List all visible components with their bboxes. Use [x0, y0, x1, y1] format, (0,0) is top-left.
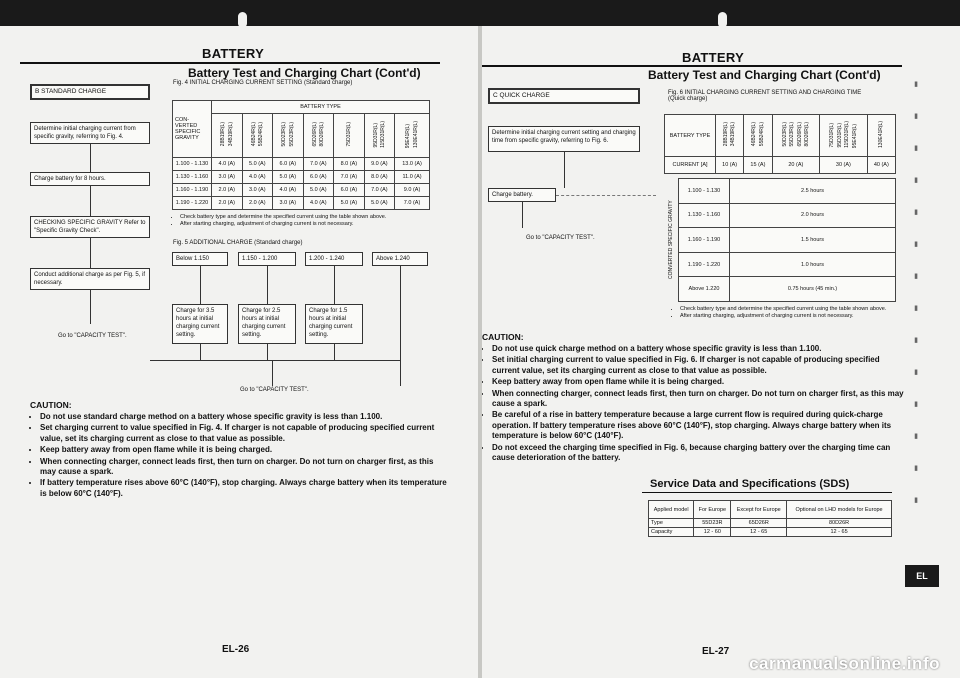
caution-item: • Keep battery away from open flame while it is being charged. [492, 377, 904, 387]
caution-item: • Keep battery away from open flame while it is being charged. [40, 445, 450, 455]
fig6-time: 1.0 hours [730, 252, 896, 277]
caution-item: • When connecting charger, connect leads first, then turn on charger. Do not turn on charger first, as this may cause a spark. [492, 389, 904, 410]
fig5-range-above-1240: Above 1.240 [372, 252, 428, 266]
fig4-cell: 8.0 (A) [334, 158, 365, 171]
flow-connector-dashed [556, 195, 656, 196]
fig4-cell: 9.0 (A) [395, 184, 430, 197]
caution-title: CAUTION: [30, 400, 72, 410]
fig6-note: • After starting charging, adjustment of charging current is not necessary. [680, 313, 906, 320]
flow-connector [200, 344, 201, 360]
fig4-cell: 5.0 (A) [303, 184, 334, 197]
caution-item: • Be careful of a rise in battery temperature because a large current flow is required during quick-charge operation. If battery temperature rises above 60°C (140°F), stop charging. Always charge battery when its temperature is below 60°C (140°F). [492, 410, 904, 441]
watermark: carmanualsonline.info [749, 654, 940, 673]
fig5-goto-capacity-test: Go to "CAPACITY TEST". [240, 387, 309, 393]
fig4-corner-cell: CON-VERTED SPECIFIC GRAVITY [173, 101, 212, 158]
flow-goto-capacity-test: Go to "CAPACITY TEST". [526, 235, 595, 241]
fig4-cell: 13.0 (A) [395, 158, 430, 171]
flow-step-additional-charge: Conduct additional charge as per Fig. 5, if necessary. [30, 268, 150, 290]
fig4-type: 95E41R(L) [405, 123, 412, 148]
fig4-type: 50D23R(L) [281, 122, 288, 147]
fig6-type: 115D31R(L) [844, 121, 851, 148]
sds-cell: 12 - 65 [787, 528, 892, 537]
flow-step-determine-current-time: Determine initial charging current setting and charging time from specific gravity, referring to Fig. 6. [488, 126, 640, 152]
fig4-cell: 8.0 (A) [364, 171, 395, 184]
fig4-cell: 6.0 (A) [334, 184, 365, 197]
fig6-time: 2.0 hours [730, 203, 896, 228]
fig4-battery-type-header: BATTERY TYPE [212, 101, 430, 114]
fig4-cell: 5.0 (A) [364, 197, 395, 210]
fig6-time: 0.75 hours (45 min.) [730, 277, 896, 302]
fig6-type: 75D31R(L) [829, 123, 836, 148]
header-rule [20, 62, 440, 64]
flow-connector [564, 152, 565, 188]
fig6-current: 15 (A) [744, 157, 772, 174]
flow-connector [200, 266, 201, 304]
fig6-sg: 1.130 - 1.160 [679, 203, 730, 228]
fig6-type: 46B24R(L) [751, 122, 758, 147]
fig6-table-head [664, 114, 896, 174]
sds-cell: 12 - 60 [694, 528, 731, 537]
fig5-caption: Fig. 5 ADDITIONAL CHARGE (Standard charge) [173, 240, 303, 246]
fig4-type: 115D31R(L) [380, 121, 387, 148]
caution-item: • When connecting charger, connect leads first, then turn on charger. Do not turn on charger first, as this may cause a spark. [40, 457, 450, 478]
fig6-current: 20 (A) [772, 157, 820, 174]
fig6-current: 30 (A) [820, 157, 868, 174]
flow-title-quick-charge: C QUICK CHARGE [488, 88, 640, 104]
page-number: EL-27 [702, 646, 730, 657]
fig6-type: 55B24R(L) [758, 122, 765, 147]
fig4-cell: 11.0 (A) [395, 171, 430, 184]
fig4-cell: 6.0 (A) [273, 158, 304, 171]
fig4-cell: 5.0 (A) [334, 197, 365, 210]
caution-item: • Set charging current to value specified in Fig. 4. If charger is not capable of producing specified current value, set its charging current as close to that value as possible. [40, 423, 450, 444]
page-number: EL-26 [222, 644, 250, 655]
sds-cell: 80D26R [787, 519, 892, 528]
fig4-cell: 4.0 (A) [242, 171, 273, 184]
fig6-type: 80D26R(L) [804, 122, 811, 147]
caution-item: • If battery temperature rises above 60°C (140°F), stop charging. Always charge battery when its temperature is below 60°C (140°F). [40, 478, 450, 499]
caution-list [482, 344, 904, 464]
fig5-range-below-1150: Below 1.150 [172, 252, 228, 266]
flow-title-standard-charge: B STANDARD CHARGE [30, 84, 150, 100]
fig4-sg: 1.130 - 1.160 [173, 171, 212, 184]
fig4-type: 34B19R(L) [227, 122, 234, 147]
flow-connector [90, 186, 91, 216]
header-rule [482, 65, 902, 67]
fig4-cell: 4.0 (A) [303, 197, 334, 210]
fig6-current-label: CURRENT [A] [665, 157, 716, 174]
fig4-caption: Fig. 4 INITIAL CHARGING CURRENT SETTING (Standard charge) [173, 80, 353, 86]
flow-connector [150, 360, 400, 361]
flow-connector [90, 144, 91, 172]
binder-hole [238, 12, 247, 28]
fig5-charge-2-5h: Charge for 2.5 hours at initial charging current setting. [238, 304, 296, 344]
flow-connector [522, 202, 523, 228]
flow-step-charge-battery: Charge battery. [488, 188, 556, 202]
flow-connector [90, 238, 91, 268]
fig6-sg: 1.100 - 1.130 [679, 179, 730, 204]
caution-title: CAUTION: [482, 332, 524, 342]
section-title: BATTERY [202, 46, 265, 61]
flow-connector [334, 344, 335, 360]
caution-item: • Set initial charging current to value specified in Fig. 6. If charger is not capable of producing specified current value, set its charging current as close to that value as possible. [492, 355, 904, 376]
sds-header: Applied model [649, 501, 694, 519]
sds-header: Optional on LHD models for Europe [787, 501, 892, 519]
fig6-current: 10 (A) [716, 157, 744, 174]
fig4-type: 75D31R(L) [345, 122, 352, 147]
sds-table [648, 500, 892, 537]
fig4-cell: 4.0 (A) [273, 184, 304, 197]
side-index: ▮ ▮ ▮ ▮ ▮ ▮ ▮ ▮ ▮ ▮ ▮ ▮ ▮ ▮ [914, 81, 918, 504]
caution-item: • Do not use quick charge method on a battery whose specific gravity is less than 1.100. [492, 344, 904, 354]
fig6-sg: 1.190 - 1.220 [679, 252, 730, 277]
scan-top-edge [0, 0, 960, 26]
fig4-cell: 6.0 (A) [303, 171, 334, 184]
fig5-charge-3-5h: Charge for 3.5 hours at initial charging current setting. [172, 304, 228, 344]
page-subtitle: Battery Test and Charging Chart (Cont'd) [648, 68, 881, 82]
fig4-cell: 2.0 (A) [242, 197, 273, 210]
fig4-cell: 5.0 (A) [242, 158, 273, 171]
fig4-cell: 7.0 (A) [364, 184, 395, 197]
fig4-cell: 5.0 (A) [273, 171, 304, 184]
page-subtitle: Battery Test and Charging Chart (Cont'd) [188, 66, 421, 80]
page-el-26 [0, 30, 478, 678]
fig4-cell: 2.0 (A) [212, 184, 243, 197]
section-title: BATTERY [682, 50, 745, 65]
flow-connector [334, 266, 335, 304]
fig4-type: 95D31R(L) [372, 123, 379, 148]
flow-connector [400, 266, 401, 386]
caution-item: • Do not use standard charge method on a battery whose specific gravity is less than 1.100. [40, 412, 450, 422]
fig4-note: • After starting charging, adjustment of charging current is not necessary. [180, 221, 440, 228]
fig6-notes [672, 306, 906, 320]
sds-title: Service Data and Specifications (SDS) [650, 478, 850, 490]
fig4-cell: 7.0 (A) [334, 171, 365, 184]
fig6-type: 95D31R(L) [836, 123, 843, 148]
flow-step-determine-current: Determine initial charging current from specific gravity, referring to Fig. 4. [30, 122, 150, 144]
fig6-sg: Above 1.220 [679, 277, 730, 302]
fig6-type: 65D26R(L) [796, 122, 803, 147]
fig6-current: 40 (A) [867, 157, 895, 174]
fig4-cell: 3.0 (A) [273, 197, 304, 210]
flow-connector [90, 290, 91, 324]
sds-cell: Capacity [649, 528, 694, 537]
fig4-cell: 3.0 (A) [212, 171, 243, 184]
flow-step-charge-8h: Charge battery for 8 hours. [30, 172, 150, 186]
section-tab-el[interactable]: EL [905, 565, 939, 587]
fig4-cell: 9.0 (A) [364, 158, 395, 171]
flow-goto-capacity-test: Go to "CAPACITY TEST". [58, 333, 127, 339]
fig6-type: 50D23R(L) [781, 122, 788, 147]
fig6-type: 130E41R(L) [878, 121, 885, 148]
fig4-type: 65D26R(L) [311, 122, 318, 147]
fig4-cell: 2.0 (A) [212, 197, 243, 210]
fig6-side-label: CONVERTED SPECIFIC GRAVITY [668, 200, 674, 280]
fig6-table-body [678, 178, 896, 302]
flow-connector [267, 266, 268, 304]
fig4-type: 55D23R(L) [288, 122, 295, 147]
fig4-sg: 1.100 - 1.130 [173, 158, 212, 171]
fig6-battery-type-label: BATTERY TYPE [665, 115, 716, 157]
fig6-type: 28B19R(L) [722, 122, 729, 147]
fig4-table [172, 100, 430, 210]
fig4-type: 80D26R(L) [319, 122, 326, 147]
flow-connector [272, 360, 273, 386]
sds-header: For Europe [694, 501, 731, 519]
fig6-type: 34B19R(L) [730, 122, 737, 147]
fig4-cell: 4.0 (A) [212, 158, 243, 171]
sds-cell: 65D26R [731, 519, 787, 528]
fig5-charge-1-5h: Charge for 1.5 hours at initial charging current setting. [305, 304, 363, 344]
caution-list [30, 412, 450, 500]
fig6-type: 95E41R(L) [851, 123, 858, 148]
fig4-sg: 1.160 - 1.190 [173, 184, 212, 197]
binder-hole [718, 12, 727, 28]
fig6-time: 1.5 hours [730, 228, 896, 253]
sds-cell: Type [649, 519, 694, 528]
fig4-sg: 1.190 - 1.220 [173, 197, 212, 210]
caution-item: • Do not exceed the charging time specified in Fig. 6, because charging battery over the charging time can cause deterioration of the battery. [492, 443, 904, 464]
fig6-type: 55D23R(L) [789, 122, 796, 147]
fig6-note: • Check battery type and determine the specified current using the table shown above. [680, 306, 906, 313]
sds-cell: 55D23R [694, 519, 731, 528]
fig4-type: 46B24R(L) [250, 122, 257, 147]
fig4-type: 55B24R(L) [258, 122, 265, 147]
fig4-cell: 7.0 (A) [303, 158, 334, 171]
sds-header: Except for Europe [731, 501, 787, 519]
fig4-cell: 7.0 (A) [395, 197, 430, 210]
page-el-27 [482, 30, 960, 678]
fig4-type: 130E41R(L) [412, 121, 419, 148]
fig5-range-1150-1200: 1.150 - 1.200 [238, 252, 296, 266]
flow-step-check-gravity: CHECKING SPECIFIC GRAVITY Refer to "Specific Gravity Check". [30, 216, 150, 238]
sds-cell: 12 - 65 [731, 528, 787, 537]
sds-rule [642, 492, 892, 493]
flow-connector [267, 344, 268, 360]
fig4-note: • Check battery type and determine the specified current using the table shown above. [180, 214, 440, 221]
fig6-caption: Fig. 6 INITIAL CHARGING CURRENT SETTING AND CHARGING TIME (Quick charge) [668, 90, 862, 102]
fig6-sg: 1.160 - 1.190 [679, 228, 730, 253]
fig4-cell: 3.0 (A) [242, 184, 273, 197]
fig4-notes [172, 214, 440, 228]
fig4-type: 28B19R(L) [219, 122, 226, 147]
fig5-range-1200-1240: 1.200 - 1.240 [305, 252, 363, 266]
fig6-time: 2.5 hours [730, 179, 896, 204]
